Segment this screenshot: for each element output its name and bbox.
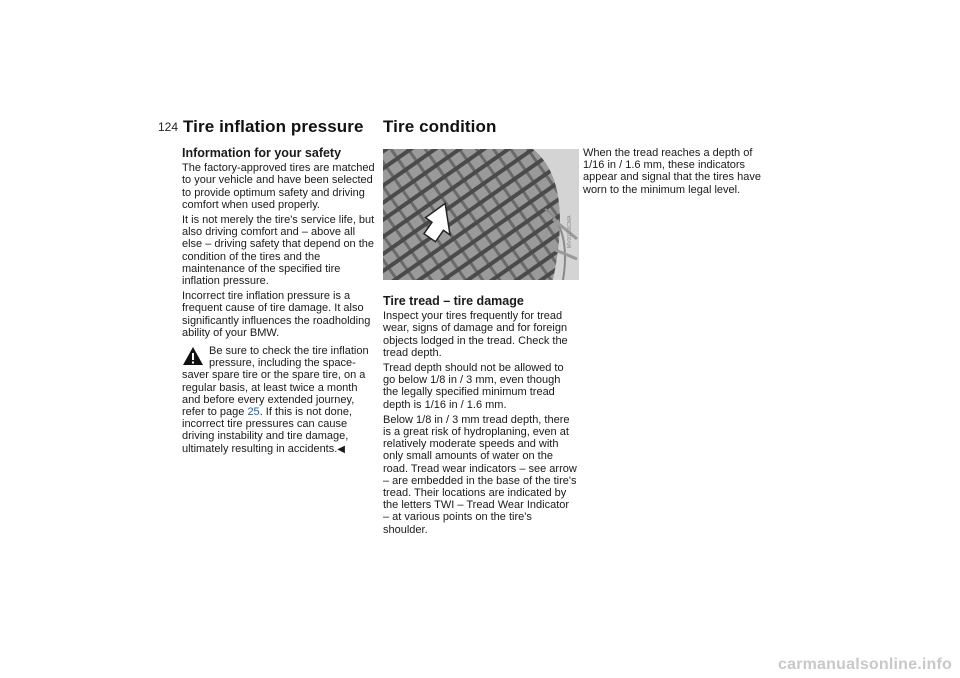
page-reference-link[interactable]: 25 (247, 406, 260, 419)
safety-paragraph-3: Incorrect tire inflation pressure is a frequent cause of tire damage. It also significantly influences the roadholding ability of your BMW. (182, 290, 371, 339)
warning-text-before-link: saver spare tire or the spare tire, on a regular basis, at least twice a month and before every extended journey, refer to page (182, 369, 366, 419)
tire-tread-illustration (383, 149, 579, 280)
end-mark-icon: ◀ (337, 443, 345, 455)
section-heading-tire-inflation-pressure: Tire inflation pressure (183, 117, 364, 136)
tread-subheading: Tire tread – tire damage (383, 294, 524, 308)
indicators-column (583, 147, 773, 199)
warning-triangle-icon (182, 346, 204, 366)
tread-column (383, 295, 577, 539)
section-heading-tire-condition: Tire condition (383, 117, 497, 136)
figure-code: MV00156CMA (567, 215, 573, 248)
safety-paragraph-1: The factory-approved tires are matched to your vehicle and have been selected to provide optimum safety and driving comfort when used properly. (182, 162, 375, 211)
tread-paragraph-3: Below 1/8 in / 3 mm tread depth, there is a great risk of hydroplaning, even at relatively moderate speeds and with only small amounts of water on the road. Tread wear indicators – see arrow – are embedded in the base of the tire's tread. Their locations are indicated by the letters TWI – Tread Wear Indicator – at various points on the tire's shoulder. (383, 413, 577, 536)
tread-paragraph-1: Inspect your tires frequently for tread wear, signs of damage and for foreign objects lodged in the tread. Check the tread depth. (383, 310, 568, 359)
warning-line-1: Be sure to check the tire inflation (209, 345, 369, 358)
safety-subheading: Information for your safety (182, 146, 342, 160)
tread-paragraph-2: Tread depth should not be allowed to go below 1/8 in / 3 mm, even though the legally specified minimum tread depth is 1/16 in / 1.6 mm. (383, 362, 564, 411)
warning-text (182, 369, 376, 455)
warning-line-2: pressure, including the space- (209, 357, 356, 370)
warning-block (182, 345, 376, 456)
warning-text-after-link: . If this is not done, incorrect tire pressures can cause driving instability and tire damage, ultimately resulting in accidents. (182, 406, 353, 455)
watermark: carmanualsonline.info (778, 656, 953, 673)
safety-paragraph-2: It is not merely the tire's service life, but also driving comfort and – above all else – driving safety that depend on the condition of the tires and the maintenance of the specified tire inflation pressure. (182, 214, 375, 288)
safety-column (182, 147, 376, 456)
indicators-paragraph: When the tread reaches a depth of 1/16 in / 1.6 mm, these indicators appear and signal that the tires have worn to the minimum legal level. (583, 147, 761, 196)
page-number: 124 (158, 120, 179, 134)
